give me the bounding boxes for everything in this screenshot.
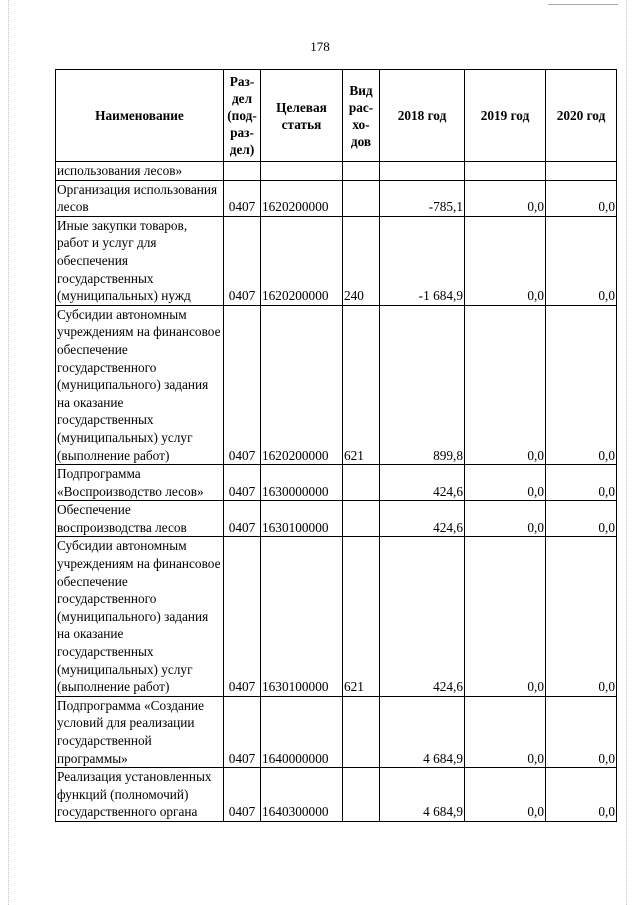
cell-expense-type [343,696,380,767]
cell-2020: 0,0 [546,180,617,216]
cell-2020: 0,0 [546,537,617,696]
cell-2018: 424,6 [380,537,465,696]
cell-2018: 899,8 [380,305,465,464]
table-row [56,216,617,305]
table-row [56,537,617,696]
header-2019: 2019 год [465,70,546,162]
cell-section: 0407 [224,696,261,767]
cell-section: 0407 [224,465,261,501]
cell-expense-type [343,465,380,501]
header-article: Целевая статья [261,70,343,162]
cell-2019: 0,0 [465,465,546,501]
table-row [56,768,617,822]
cell-name: Субсидии автономным учреждениям на финансовое обеспечение государственного (муниципального) задания на оказание государственных (муниципальных) услуг (выполнение работ) [56,537,224,696]
table-row-continuation [56,162,617,181]
budget-table [55,69,617,822]
cell-section: 0407 [224,305,261,464]
cell-2020: 0,0 [546,696,617,767]
cell-expense-type: 240 [343,216,380,305]
cell-2019 [465,162,546,181]
cell-name: Субсидии автономным учреждениям на финансовое обеспечение государственного (муниципального) задания на оказание государственных (муниципальных) услуг (выполнение работ) [56,305,224,464]
cell-2018: 4 684,9 [380,696,465,767]
cell-expense-type: 621 [343,537,380,696]
cell-name: Иные закупки товаров, работ и услуг для обеспечения государственных (муниципальных) нужд [56,216,224,305]
cell-2020 [546,162,617,181]
cell-name: Реализация установленных функций (полномочий) государственного органа [56,768,224,822]
cell-name: Подпрограмма «Создание условий для реализации государственной программы» [56,696,224,767]
table-row [56,501,617,537]
cell-2020: 0,0 [546,501,617,537]
cell-2020: 0,0 [546,465,617,501]
header-section: Раз-дел (под-раз-дел) [224,70,261,162]
cell-2018: 424,6 [380,501,465,537]
cell-2019: 0,0 [465,180,546,216]
cell-article: 1630000000 [261,465,343,501]
table-header [56,70,617,162]
cell-2019: 0,0 [465,537,546,696]
cell-section [224,162,261,181]
cell-2019: 0,0 [465,305,546,464]
cell-2018: 4 684,9 [380,768,465,822]
cell-article: 1620200000 [261,180,343,216]
cell-2019: 0,0 [465,216,546,305]
cell-section: 0407 [224,768,261,822]
table-row [56,180,617,216]
cell-name: использования лесов» [56,162,224,181]
cell-2020: 0,0 [546,305,617,464]
cell-2018: -785,1 [380,180,465,216]
table-row [56,465,617,501]
cell-section: 0407 [224,537,261,696]
header-2018: 2018 год [380,70,465,162]
cell-section: 0407 [224,216,261,305]
cell-name: Подпрограмма «Воспроизводство лесов» [56,465,224,501]
cell-article: 1630100000 [261,537,343,696]
cell-2019: 0,0 [465,501,546,537]
cell-name: Обеспечение воспроизводства лесов [56,501,224,537]
left-scan-edge [8,0,9,905]
header-expense-type: Вид рас-хо-дов [343,70,380,162]
cell-expense-type [343,768,380,822]
table-row [56,696,617,767]
cell-2018: -1 684,9 [380,216,465,305]
cell-expense-type: 621 [343,305,380,464]
header-2020: 2020 год [546,70,617,162]
cell-section: 0407 [224,180,261,216]
right-scan-edge [626,0,627,905]
cell-2018: 424,6 [380,465,465,501]
cell-expense-type [343,180,380,216]
table-row [56,305,617,464]
cell-2019: 0,0 [465,768,546,822]
cell-expense-type [343,162,380,181]
cell-2020: 0,0 [546,216,617,305]
cell-2018 [380,162,465,181]
cell-article: 1620200000 [261,305,343,464]
page-number: 178 [310,39,330,54]
cell-2020: 0,0 [546,768,617,822]
cell-article: 1630100000 [261,501,343,537]
cell-article [261,162,343,181]
cell-expense-type [343,501,380,537]
cell-section: 0407 [224,501,261,537]
cell-article: 1620200000 [261,216,343,305]
header-name: Наименование [56,70,224,162]
header-row [56,70,617,162]
top-edge-mark [548,4,618,6]
table-body [56,162,617,822]
cell-article: 1640000000 [261,696,343,767]
cell-article: 1640300000 [261,768,343,822]
cell-name: Организация использования лесов [56,180,224,216]
cell-2019: 0,0 [465,696,546,767]
